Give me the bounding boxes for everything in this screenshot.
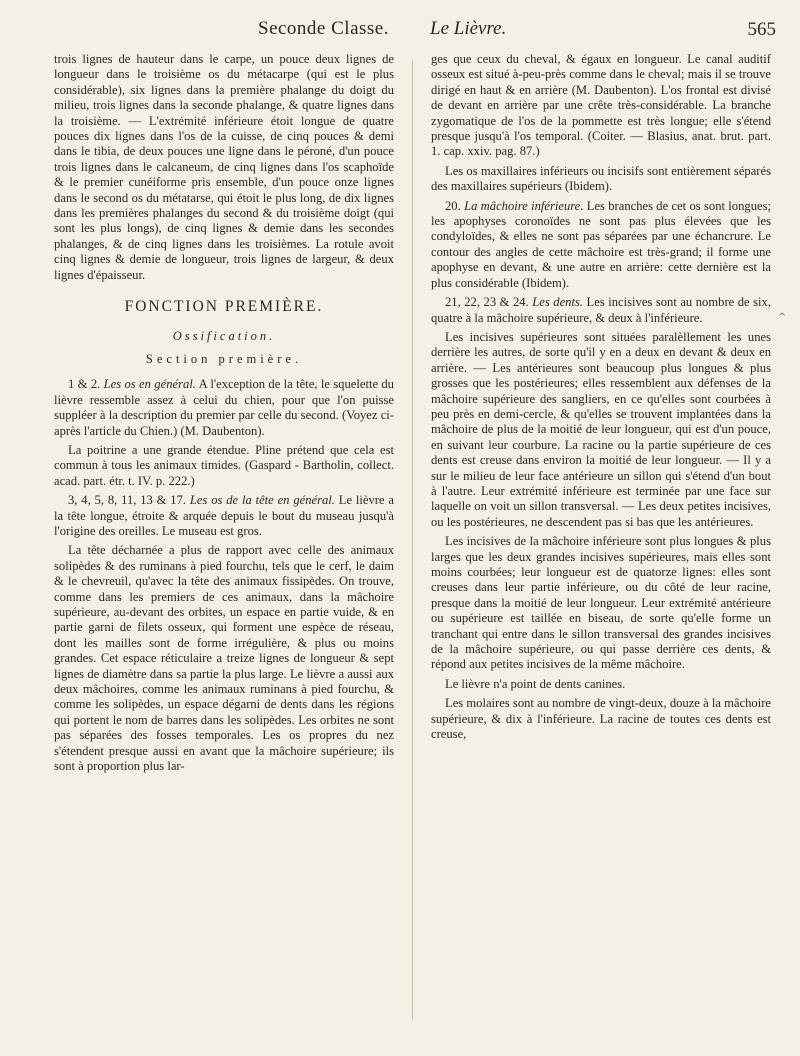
paragraph-text: A l'exception de la tête, le squelette du lièvre ressemble assez à celui du chien, pour que l'on puisse suppléer à la description du premier par celle du second. (Voyez ci-après l'article du Chien.) (M. Daubenton). — [54, 377, 394, 438]
left-column — [54, 52, 394, 778]
subject-heading: Ossification. — [172, 328, 276, 343]
paragraph: trois lignes de hauteur dans le carpe, un pouce deux lignes de longueur dans le troisième os du métacarpe (qui est le plus considérable), six lignes dans la première phalange du doigt du milieu, trois lignes dans la seconde phalange, & quatre lignes dans la troisième. — L'extrémité inférieure étoit longue de quatre pouces dix lignes dans l'os de la cuisse, de cinq pouces & demi dans le tibia, de deux pouces une ligne dans le péroné, d'un pouce trois lignes dans le calcaneum, de cinq lignes dans l'os scaphoïde & le premier cunéiforme pris ensemble, d'un pouce onze lignes dans le second os du métatarse, qui étoit le plus long, de dix lignes dans les premières phalanges du second & du troisième doigt (qui sont les plus longs), de cinq lignes & demie dans les secondes phalanges, & de cinq lignes dans les troisièmes. La rotule avoit cinq lignes & demie de longueur, trois lignes de largeur, & deux lignes d'épaisseur. — [54, 52, 394, 282]
paragraph-number: 3, 4, 5, 8, 11, 13 & 17. — [68, 493, 187, 508]
column-divider — [412, 60, 413, 1020]
paragraph: ges que ceux du cheval, & égaux en longueur. Le canal auditif osseux est situé à-peu-près comme dans le cheval; mais il se trouve dirigé en haut & en arrière (M. Daubenton). L'os frontal est divisé de devant en arrière par une crête très-considérable. La branche zygomatique de l'os de la pommette est très longue; elle s'étend presque jusqu'à l'os temporal. (Coiter. — Blasius, anat. brut. part. 1. cap. xxiv. pag. 87.) — [431, 52, 771, 159]
header-subject-title: Le Lièvre. — [430, 18, 507, 39]
paragraph-number: 1 & 2. — [68, 377, 101, 392]
paragraph-text: Les branches de cet os sont longues; les apophyses coronoïdes ne sont pas plus élevées que les condyloïdes, & elles ne sont pas séparées par une échancrure. Le contour des angles de cette mâchoire est très-grand; il forme une apophyse en devant, & une autre en arrière: cette dernière est la plus considérable (Ibidem). — [431, 198, 771, 290]
paragraph-number: 20. — [445, 198, 461, 213]
paragraph-text: Les incisives sont au nombre de six, quatre à la mâchoire supérieure, & deux à l'inférieure. — [431, 295, 772, 325]
margin-mark: ^ — [778, 312, 787, 323]
running-header — [250, 10, 780, 48]
section-heading: Section première. — [145, 351, 303, 366]
paragraph-text: Le lièvre a la tête longue, étroite & arquée depuis le bout du museau jusqu'à l'origine des oreilles. Le museau est gros. — [54, 493, 394, 538]
paragraph: Les molaires sont au nombre de vingt-deux, douze à la mâchoire supérieure, & dix à l'inférieure. La racine de toutes ces dents est creuse, — [431, 696, 771, 742]
paragraph — [431, 295, 771, 326]
right-column — [431, 52, 771, 746]
paragraph — [54, 493, 394, 539]
paragraph — [431, 199, 771, 291]
paragraph — [54, 377, 394, 439]
paragraph-topic: Les os de la tête en général. — [189, 493, 335, 508]
paragraph: La poitrine a une grande étendue. Pline prétend que cela est commun à tous les animaux timides. (Gaspard - Bartholin, collect. acad. part. étr. t. IV. p. 222.) — [54, 442, 394, 488]
paragraph: La tête décharnée a plus de rapport avec celle des animaux solipèdes & des ruminans à pied fourchu, tels que le cerf, le daim & le chevreuil, qu'avec la tête des animaux fissipèdes. On trouve, comme dans les premiers de ces animaux, dans la mâchoire supérieure, au-devant des orbites, un espace en partie vuide, & en partie garni de filets osseux, qui forment une espèce de réseau, dont les mailles sont de forme irrégulière, & plus ou moins grandes. Cet espace réticulaire a treize lignes de longueur & sept lignes de diamètre dans sa partie la plus large. Le lièvre a aussi aux deux mâchoires, comme les animaux ruminans à pied fourchu, & comme les solipèdes, un espace dégarni de dents dans les régions qui portent le nom de barres dans les solipèdes. Les orbites ne sont pas séparées des fosses temporales. Les os propres du nez s'étendent presque aussi en avant que la mâchoire supérieure; ils sont à proportion plus lar- — [54, 543, 394, 774]
paragraph-topic: La mâchoire inférieure. — [464, 198, 584, 213]
paragraph: Les incisives de la mâchoire inférieure sont plus longues & plus larges que les deux grandes incisives supérieures, mais elles sont moins courbées; leur longueur est de quatorze lignes: elles sont creuses dans leur partie inférieure, ou du côté de leur racine, presque dans la moitié de leur longueur. Leur extrémité antérieure ou supérieure est taillée en biseau, de sorte qu'elle forme un tranchant qui entre dans le sillon transversal des grandes incisives de la mâchoire supérieure, ou qui passe derrière ces dents, & répond aux petites incisives de la même mâchoire. — [431, 534, 771, 672]
paragraph: Les incisives supérieures sont situées paralèllement les unes derrière les autres, de sorte qu'il y en a deux en devant & deux en arrière. — Les antérieures sont beaucoup plus longues & plus grosses que les postérieures; elles ressemblent aux défenses de la mâchoire supérieure des sangliers, en ce qu'elles sont courbées à peu près en demi-cercle, & qu'elles se trouvent implantées dans la mâchoire de plus de la moitié de leur longueur, qui est d'un pouce, en suivant leur courbure. La racine ou la partie supérieure de ces dents est creuse dans environ la moitié de leur longueur. — Il y a sur le milieu de leur face antérieure un sillon qui s'étend d'un bout à l'autre. Leur extrémité inférieure est terminée par une face sur laquelle on voit un sillon transversal. — Les deux petites incisives, ou les postérieures, ne descendent pas si bas que les antérieures. — [431, 329, 771, 529]
paragraph: Le lièvre n'a point de dents canines. — [445, 676, 626, 691]
paragraph-topic: Les os en général. — [103, 377, 196, 392]
paragraph-number: 21, 22, 23 & 24. — [445, 295, 529, 310]
paragraph: Les os maxillaires inférieurs ou incisifs sont entièrement séparés des maxillaires supérieurs (Ibidem). — [431, 163, 771, 194]
paragraph-topic: Les dents. — [532, 295, 583, 310]
header-part-title: Seconde Classe. — [258, 18, 389, 39]
chapter-heading: FONCTION PREMIÈRE. — [124, 298, 324, 316]
page-number: 565 — [747, 19, 776, 40]
